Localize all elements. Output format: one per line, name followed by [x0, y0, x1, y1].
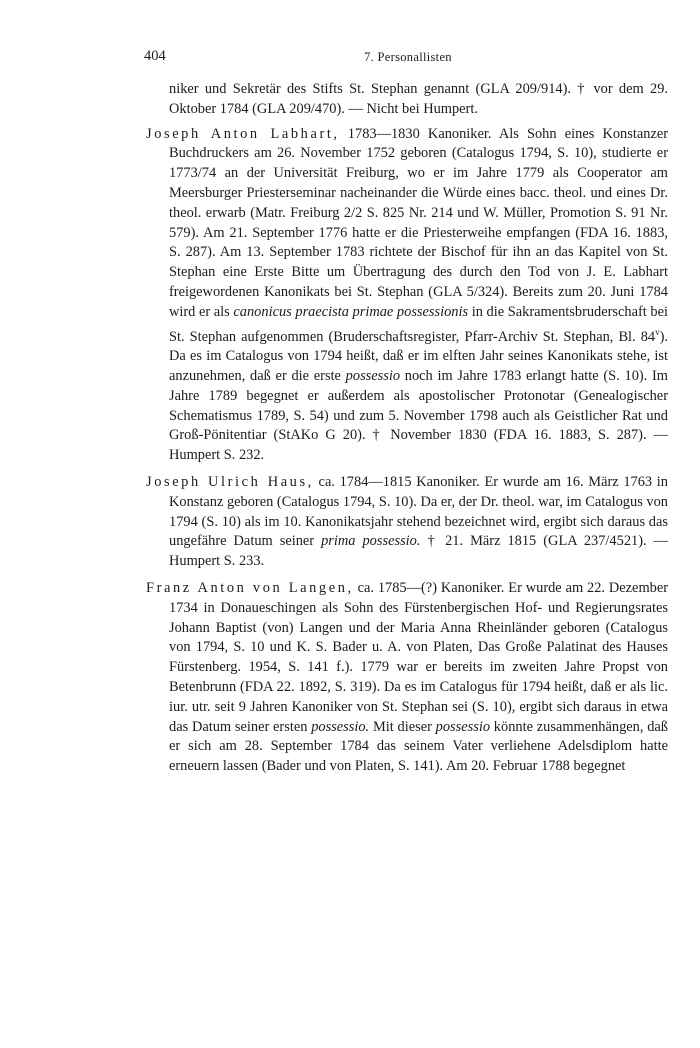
entry-text: ca. 1784—1815 Kanoniker. Er wurde am 16. März 1763 in Konstanz geboren (Catalogus 1794, S. 10). Da er, der Dr. theol. war, im Catalogus von 1794 (S. 10) als im 10. Kanonikatsjahr stehend bezeichnet wird, ergibt sich daraus das ungefähre Datum seiner: [169, 473, 668, 550]
entry-text: noch im Jahre 1783 erlangt hatte (S. 10). Im Jahre 1789 begegnet er außerdem als apostolischer Protonotar (Genealogischer Schematismus 1789, S. 54) und zum 5. November 1798 auch als Geistlicher Rat und Groß-Pönitentiar (StAKo G 20). † November 1830 (FDA 16. 1883, S. 287). — Humpert S. 232.: [169, 367, 668, 464]
entry-text: niker und Sekretär des Stifts St. Stephan genannt (GLA 209/914). † vor dem 29. Oktober 1784 (GLA 209/470). — Nicht bei Humpert.: [169, 81, 668, 117]
entry-latin-term: possessio: [435, 718, 491, 735]
entry-labhart: [146, 125, 668, 466]
entry-von-langen: [146, 579, 668, 777]
entry-text: † 21. März 1815 (GLA 237/4521). — Humpert S. 233.: [169, 533, 669, 570]
entry-text: könnte zusammenhängen, daß er sich am 28. September 1784 das seinem Vater verliehene Adelsdiplom hatte erneuern lassen (Bader und von Platen, S. 141). Am 20. Februar 1788 begegnet: [169, 718, 668, 775]
entry-haus: [146, 473, 668, 572]
page-body: [146, 80, 668, 784]
running-head: 7. Personallisten: [364, 50, 452, 64]
entry-text: in die Sakramentsbruderschaft bei St. Stephan aufgenommen (Bruderschaftsregister, Pfarr-Archiv St. Stephan, Bl. 84: [169, 303, 668, 345]
entry-latin-term: prima possessio.: [321, 533, 421, 550]
entry-name: Franz Anton von Langen,: [146, 579, 354, 596]
page-number: 404: [144, 48, 166, 64]
entry-latin-term: possessio: [345, 367, 401, 384]
page-header: [144, 48, 672, 68]
entry-text: ). Da es im Catalogus von 1794 heißt, daß er im elften Jahr seines Kanonikats stehe, ist anzunehmen, daß er die erste: [169, 328, 668, 384]
entry-text: 1783—1830 Kanoniker. Als Sohn eines Konstanzer Buchdruckers am 26. November 1752 geboren (Catalogus 1794, S. 10), studierte er 1773/74 an der Universität Freiburg, wo er im Jahre 1779 als Cooperator am Meersburger Priesterseminar nacheinander die Würde eines bacc. theol. und eines Dr. theol. erwarb (Matr. Freiburg 2/2 S. 825 Nr. 214 und W. Müller, Promotion S. 91 Nr. 579). Am 21. September 1776 hatte er die Priesterweihe empfangen (FDA 16. 1883, S. 287). Am 13. September 1783 richtete der Bischof für ihn an das Kapitel von St. Stephan eine Erste Bitte um Übertragung des durch den Tod von J. E. Labhart freigewordenen Kanonikats bei St. Stephan (GLA 5/324). Bereits zum 20. Juni 1784 wird er als: [169, 125, 669, 320]
entry-latin-term: canonicus praecista primae possessionis: [233, 303, 469, 320]
entry-name: Joseph Anton Labhart,: [146, 125, 340, 142]
entry-superscript: v: [655, 326, 660, 337]
entry-continuation: [169, 80, 668, 120]
entry-text: ca. 1785—(?) Kanoniker. Er wurde am 22. Dezember 1734 in Donaueschingen als Sohn des Fürstenbergischen Hof- und Regierungsrates Johann Baptist (von) Langen und der Maria Anna Rheinländer geboren (Catalogus von 1794, S. 10 und K. S. Bader u. A. von Platen, Das Große Palatinat des Hauses Fürstenberg. 1954, S. 141 f.). 1779 war er bereits im zweiten Jahre Propst von Betenbrunn (FDA 22. 1892, S. 319). Da es im Catalogus für 1794 heißt, daß er als lic. iur. utr. seit 9 Jahren Kanoniker von St. Stephan sei (S. 10), ergibt sich daraus in etwa das Datum seiner ersten: [169, 579, 669, 735]
entry-latin-term: possessio.: [311, 718, 370, 735]
entry-name: Joseph Ulrich Haus,: [146, 473, 314, 490]
entry-text: Mit dieser: [369, 718, 436, 735]
